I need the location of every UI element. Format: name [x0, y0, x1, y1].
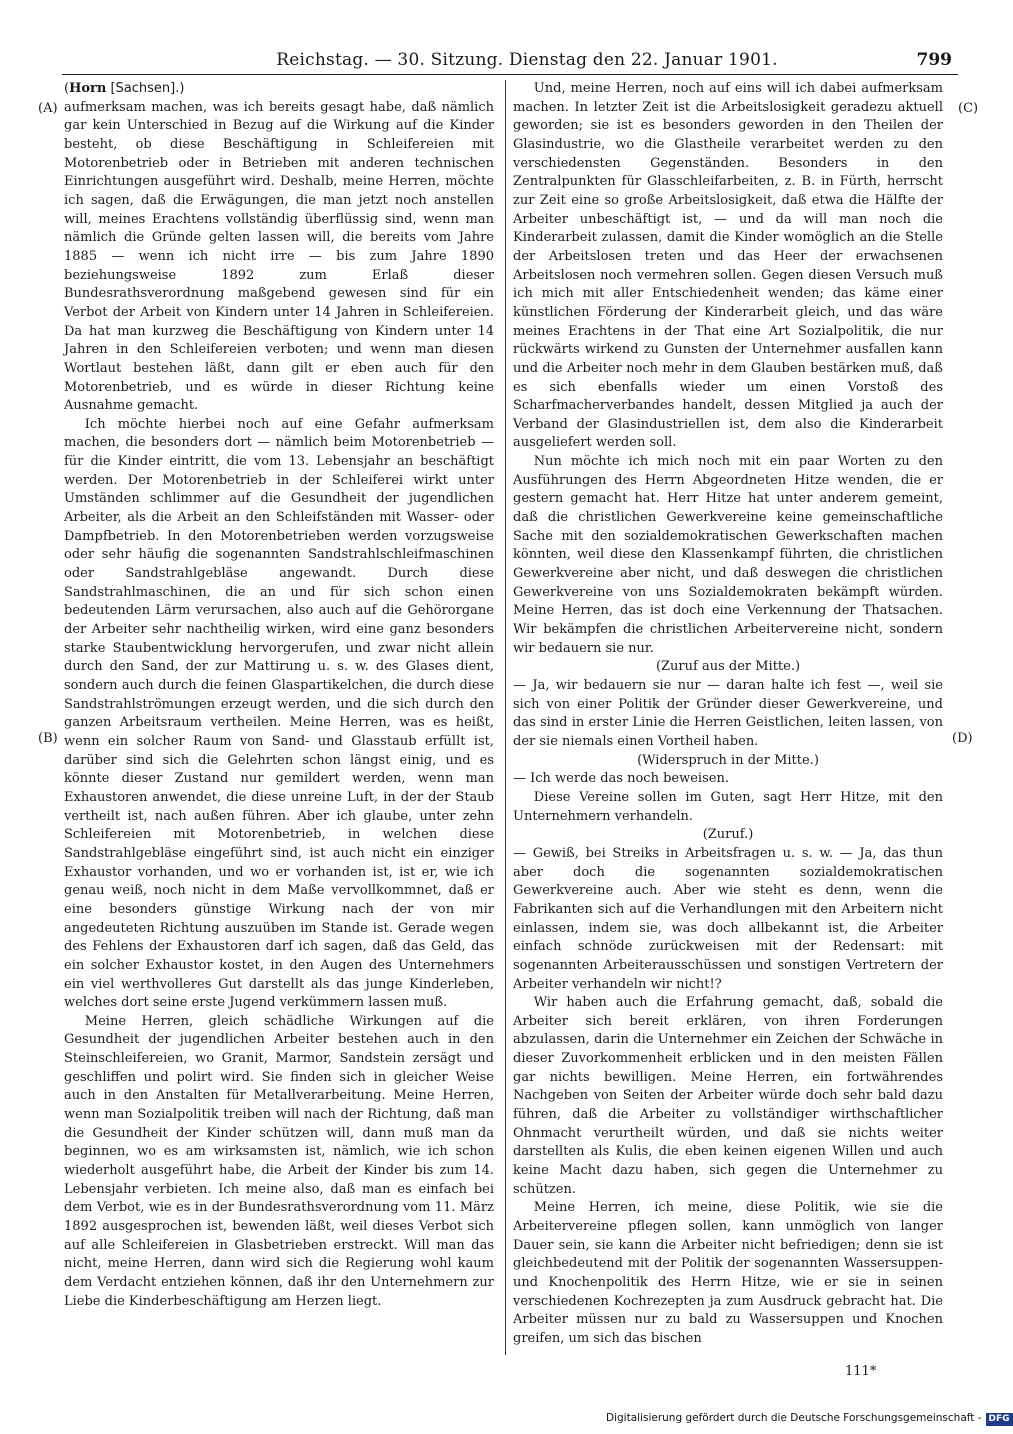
paragraph: Und, meine Herren, noch auf eins will ich dabei aufmerksam machen. In letzter Zeit ist die Arbeitslosigkeit geradezu aktuell geworden; sie ist es besonders geworden in den Theilen der Glasindustrie, wo die Glastheile verarbeitet werden zu den verschiedensten Gegenständen. Besonders in den Zentralpunkten für Glasschleifarbeiten, z. B. in Fürth, herrscht zur Zeit eine so große Arbeitslosigkeit, daß etwa die Hälfte der Arbeiter unbeschäftigt ist, — und da will man noch die Kinderarbeit zulassen, damit die Kinder womöglich an die Stelle der Arbeitslosen treten und das Heer der erwachsenen Arbeitslosen noch vermehren sollen. Gegen diesen Versuch muß ich mich mit aller Entschiedenheit wenden; das käme einer künstlichen Förderung der Kinderarbeit gleich, und das wäre meines Erachtens in der That eine Art Sozialpolitik, die nur rückwärts wirkend zu Gunsten der Unternehmer ausfallen kann und die Arbeiter noch mehr in dem Glauben bestärken muß, daß es sich ebenfalls wieder um einen Vorstoß des Scharfmacherverbandes handelt, dessen Mitglied ja auch der Verband der Glasindustriellen ist, dem also die Kinderarbeit ausgeliefert werden soll. [513, 81, 943, 451]
right-column [513, 80, 943, 1349]
page-header [62, 50, 958, 75]
signature-mark: 111* [845, 1364, 877, 1379]
speaker-name: Horn [69, 81, 107, 96]
paragraph: — Gewiß, bei Streiks in Arbeitsfragen u. s. w. — Ja, das thun aber doch die sogenannten sozialdemokratischen Gewerkvereine auch. Aber wie steht es denn, wenn die Fabrikanten sich auf die Verhandlungen mit den Arbeitern nicht einlassen, indem sie, was doch allbekannt ist, die Arbeiter einfach schnöde zurückweisen mit der Redensart: mit sogenannten Arbeiterausschüssen und sonstigen Vertretern der Arbeiter verhandeln wir nicht!? [513, 845, 943, 992]
speaker-line: (Horn [Sachsen].) [64, 81, 185, 96]
page-number: 799 [916, 50, 952, 70]
paragraph: Wir haben auch die Erfahrung gemacht, daß, sobald die Arbeiter sich bereit erklären, von ihren Forderungen abzulassen, darin die Unternehmer ein Zeichen der Schwäche in dieser Zuvorkommenheit erblicken und in den meisten Fällen gar nichts bewilligen. Meine Herren, ein fortwährendes Nachgeben von Seiten der Arbeiter würde doch sehr bald dazu führen, daß die Arbeiter zu vollständiger wirthschaftlicher Ohnmacht verurtheilt würden, und daß sie nichts weiter darstellten als Kulis, die eben keinen eigenen Willen und auch keine Macht dazu haben, sich gegen die Unternehmer zu schützen. [513, 995, 943, 1197]
paragraph: — Ich werde das noch beweisen. [513, 771, 729, 787]
paragraph: Meine Herren, gleich schädliche Wirkungen auf die Gesundheit der jugendlichen Arbeiter bestehen auch in den Steinschleifereien, wo Granit, Marmor, Sandstein zersägt und geschliffen und polirt wird. Sie finden sich in gleicher Weise auch in den Anstalten für Metallverarbeitung. Meine Herren, wenn man Sozialpolitik treiben will nach der Richtung, daß man die Gesundheit der Kinder schützen will, dann muß man da beginnen, wo es am wirksamsten ist, nämlich, wie ich schon wiederholt ausgeführt habe, die Arbeit der Kinder bis zum 14. Lebensjahr verbieten. Ich meine also, daß man es einfach bei dem Verbot, wie es in der Bundesrathsverordnung vom 11. März 1892 ausgesprochen ist, bewenden läßt, weil dieses Verbot sich auf alle Schleifereien in Glasbetrieben erstreckt. Will man das nicht, meine Herren, dann wird sich die Regierung wohl kaum dem Verdacht entziehen können, daß ihr den Unternehmern zur Liebe die Kinderbeschäftigung am Herzen liegt. [64, 1013, 494, 1309]
dfg-logo: DFG [986, 1413, 1013, 1426]
paragraph: Meine Herren, ich meine, diese Politik, wie sie die Arbeitervereine pflegen sollen, kann unmöglich von langer Dauer sein, sie kann die Arbeiter nicht befriedigen; denn sie ist gleichbedeutend mit der Politik der sogenannten Wassersuppen- und Knochenpolitik des Herrn Hitze, wie er sie in seinen verschiedenen Kochrezepten ja zum Ausdruck gebracht hat. Die Arbeiter müssen nur zu bald zu Wassersuppen und Knochen greifen, um sich das bischen [513, 1200, 943, 1346]
digitization-footer [606, 1412, 1010, 1426]
interjection: (Zuruf.) [702, 827, 754, 843]
paragraph: aufmerksam machen, was ich bereits gesagt habe, daß nämlich gar kein Unterschied in Bezug auf die Wirkung auf die Kinder besteht, ob diese Beschäftigung in Schleifereien mit Motorenbetrieb oder in Betrieben mit anderen technischen Einrichtungen ausgeführt wird. Deshalb, meine Herren, möchte ich sagen, daß die Erwägungen, die man jetzt noch anstellen will, meines Erachtens vollständig überflüssig sind, wenn man nämlich die Gründe gelten lassen will, die bereits vom Jahre 1885 — wenn ich nicht irre — bis zum Jahre 1890 beziehungsweise 1892 zum Erlaß dieser Bundesrathsverordnung maßgebend gewesen sind für ein Verbot der Arbeit von Kindern unter 14 Jahren in Schleifereien. Da hat man kurzweg die Beschäftigung von Kindern unter 14 Jahren in den Schleifereien verboten; und wenn man diesen Wortlaut bestehen läßt, dann gilt er eben auch für den Motorenbetrieb, und es würde in dieser Richtung keine Ausnahme gemacht. [64, 99, 494, 414]
paragraph: — Ja, wir bedauern sie nur — daran halte ich fest —, weil sie sich von einer Politik der Gründer dieser Gewerkvereine, und das sind in erster Linie die Herren Geistlichen, leiten lassen, von der sie niemals einen Vortheil haben. [513, 678, 943, 749]
margin-marker-b: (B) [38, 731, 58, 746]
column-divider [505, 80, 506, 1355]
interjection: (Widerspruch in der Mitte.) [637, 752, 819, 768]
left-column [64, 80, 494, 1311]
interjection: (Zuruf aus der Mitte.) [655, 659, 801, 675]
speaker-party: [Sachsen].) [110, 81, 185, 96]
paragraph: Nun möchte ich mich noch mit ein paar Worten zu den Ausführungen des Herrn Abgeordneten Hitze wenden, die er gestern gemacht hat. Herr Hitze hat unter anderem gemeint, daß die christlichen Gewerkvereine keine gemeinschaftliche Sache mit den sozialdemokratischen Gewerkschaften machen könnten, weil diese den Klassenkampf führten, die christlichen Gewerkvereine aber nicht, und daß deswegen die christlichen Gewerkvereine von uns Sozialdemokraten bekämpft würden. Meine Herren, das ist doch eine Verkennung der Thatsachen. Wir bekämpfen die christlichen Arbeitervereine nicht, sondern wir bedauern sie nur. [513, 454, 943, 656]
paragraph: Ich möchte hierbei noch auf eine Gefahr aufmerksam machen, die besonders dort — nämlich beim Motorenbetrieb — für die Kinder eintritt, die vom 13. Lebensjahr an beschäftigt werden. Der Motorenbetrieb in der Schleiferei wirkt unter Umständen schlimmer auf die Gesundheit der jugendlichen Arbeiter, als die Arbeit an den Schleifständen mit Wasser- oder Dampfbetrieb. In den Motorenbetrieben werden vorzugsweise oder sehr häufig die sogenannten Sandstrahlschleifmaschinen oder Sandstrahlgebläse angewandt. Durch diese Sandstrahlmaschinen, die an und für sich schon einen bedeutenden Lärm verursachen, also auch auf die Gehörorgane der Arbeiter sehr nachtheilig wirken, wird eine ganz besonders starke Staubentwicklung hervorgerufen, und zwar nicht allein durch den Sand, der zur Mattirung u. s. w. des Glases dient, sondern auch durch die feinen Glaspartikelchen, die durch diese Sandstrahlströmungen erzeugt werden, und die sich durch den ganzen Arbeitsraum vertheilen. Meine Herren, was es heißt, wenn ein solcher Raum von Sand- und Glasstaub erfüllt ist, darüber sind sich die Gelehrten schon längst einig, und es könnte dieser Zustand nur gemildert werden, wenn man Exhaustoren anwendet, die diese unreine Luft, in der der Staub vertheilt ist, nach außen führen. Aber ich glaube, unter zehn Schleifereien mit Motorenbetrieb, in welchen diese Sandstrahlgebläse eingeführt sind, ist auch nicht ein einziger Exhaustor vorhanden, und wo er vorhanden ist, ist er, wie ich genau weiß, noch nicht in dem Maße vervollkommnet, daß er eine besonders günstige Wirkung nach der von mir angedeuteten Richtung auszuüben im Stande ist. Gerade wegen des Fehlens der Exhaustoren darf ich sagen, daß das Geld, das ein solcher Exhaustor kostet, in den Augen des Unternehmers ein viel werthvolleres Gut darstellt als das junge Kinderleben, welches dort seine erste Jugend verkümmern lassen muß. [64, 416, 494, 1011]
footer-text: Digitalisierung gefördert durch die Deutsche Forschungsgemeinschaft - [606, 1412, 982, 1424]
margin-marker-d: (D) [952, 731, 973, 746]
margin-marker-c: (C) [958, 101, 979, 116]
paragraph: Diese Vereine sollen im Guten, sagt Herr Hitze, mit den Unternehmern verhandeln. [513, 789, 943, 824]
running-title: Reichstag. — 30. Sitzung. Dienstag den 22. Januar 1901. [276, 50, 778, 70]
margin-marker-a: (A) [38, 101, 58, 116]
